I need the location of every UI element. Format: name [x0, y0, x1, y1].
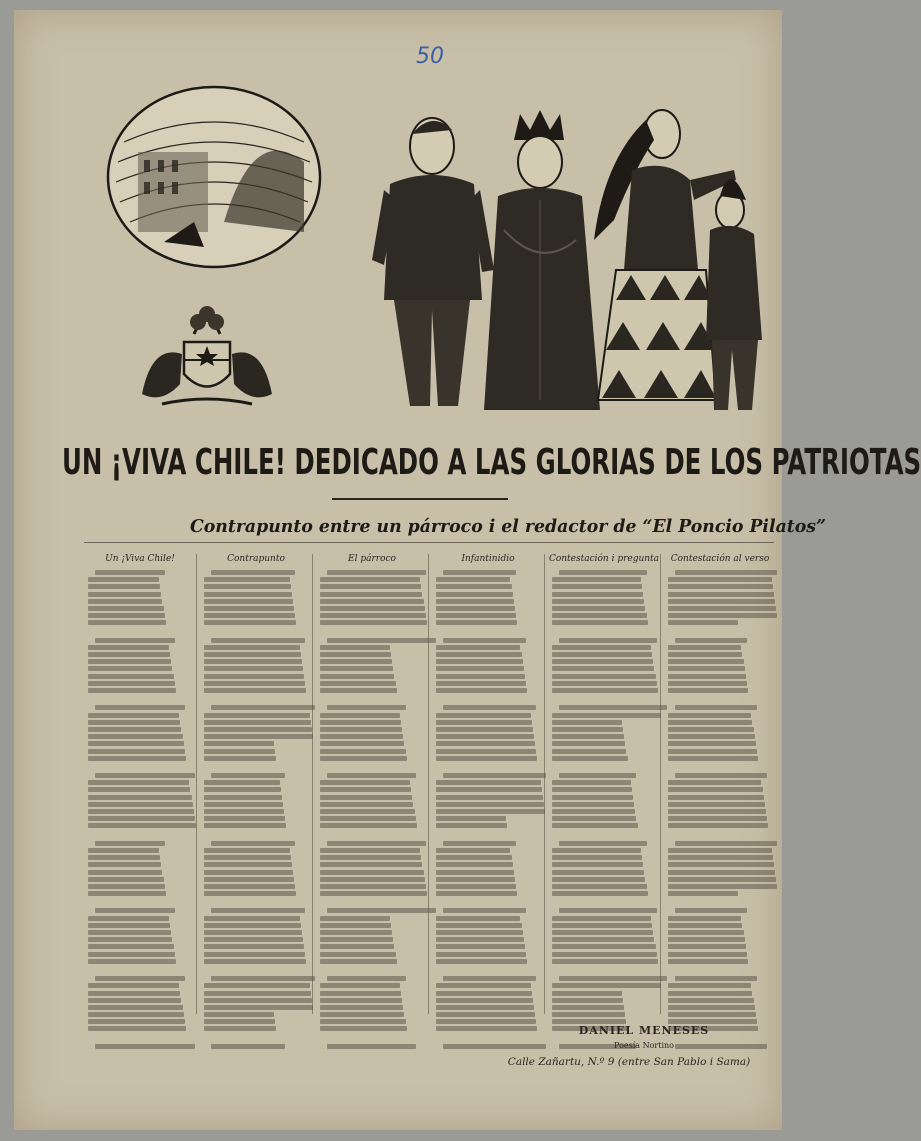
verse-column-4 — [432, 554, 545, 1014]
four-figures-woodcut — [354, 100, 764, 420]
verse-text-block — [548, 570, 660, 1049]
street-scene-vignette — [104, 82, 324, 272]
verse-columns — [84, 554, 780, 1014]
verse-column-6 — [664, 554, 776, 1014]
column-title: Contrapunto — [227, 554, 285, 564]
title-divider — [332, 498, 508, 500]
printer-address: Calle Zañartu, N.º 9 (entre San Pablo i Sama) — [507, 1056, 751, 1068]
verse-text-block — [316, 570, 428, 1049]
broadsheet-page — [14, 10, 921, 1130]
verse-text-block — [200, 570, 312, 1049]
subtitle: Contrapunto entre un párroco i el redactor de “El Poncio Pilatos” — [190, 516, 826, 537]
verse-text-block — [84, 570, 196, 1049]
column-title: Un ¡Viva Chile! — [105, 554, 175, 564]
press-name: Poesía Nortino — [614, 1041, 674, 1050]
verse-text-block — [432, 570, 544, 1049]
verse-text-block — [664, 570, 776, 1049]
figure-man-suit — [372, 118, 494, 406]
column-divider-rule — [84, 542, 774, 543]
column-title: Infantinidio — [461, 554, 515, 564]
printer-imprint — [507, 1024, 754, 1068]
figure-crowned-priest — [484, 110, 600, 410]
column-title: El párroco — [348, 554, 396, 564]
verse-column-3 — [316, 554, 429, 1014]
chilean-coat-of-arms — [132, 304, 282, 414]
verse-column-5 — [548, 554, 661, 1014]
verse-column-1 — [84, 554, 197, 1014]
printer-name: DANIEL MENESES — [578, 1024, 710, 1037]
verse-column-2 — [200, 554, 313, 1014]
figure-child — [706, 179, 762, 410]
handwritten-number: 50 — [416, 44, 444, 69]
page-title: UN ¡VIVA CHILE! DEDICADO A LAS GLORIAS DE LOS PATRIOTAS — [62, 442, 921, 483]
column-title: Contestación i pregunta — [548, 554, 660, 564]
column-title: Contestación al verso — [670, 554, 770, 564]
